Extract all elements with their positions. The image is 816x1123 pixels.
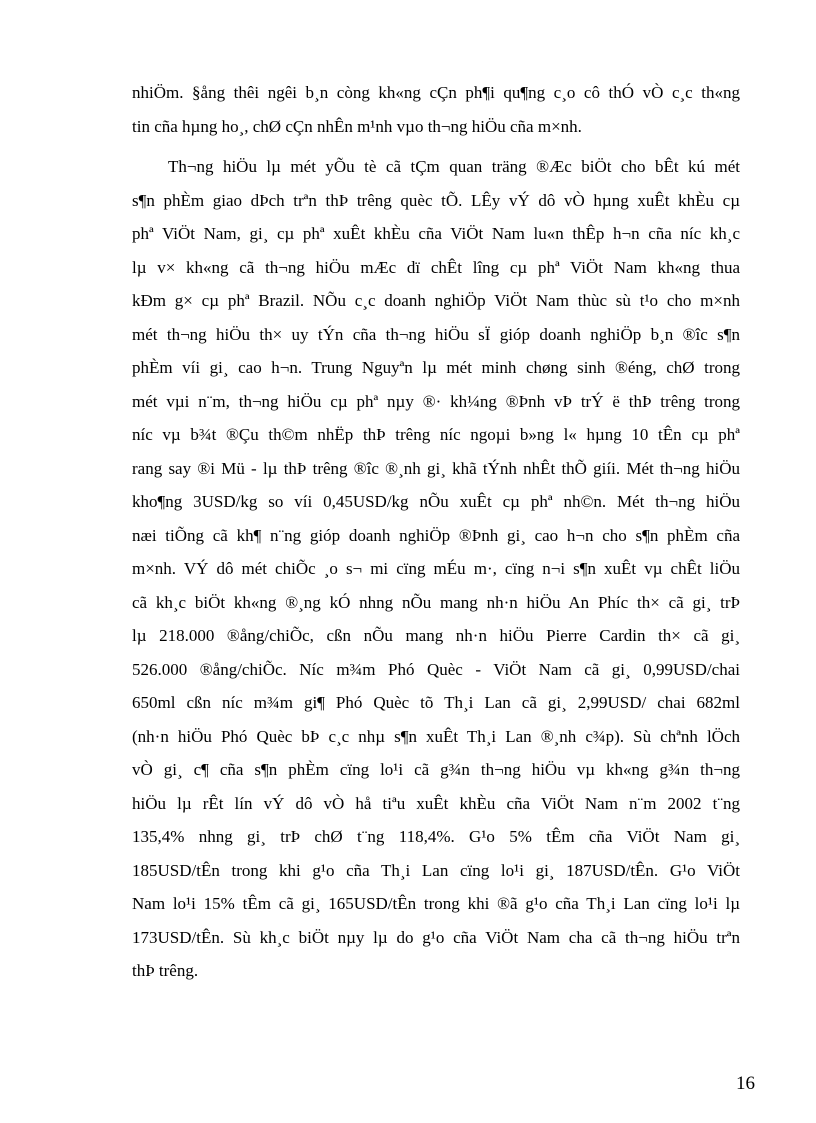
paragraph (132, 76, 740, 143)
text-line: kho¶ng 3USD/kg so víi 0,45USD/kg nÕu xuÊt cµ phª nh©n. Mét th¬ng hiÖu (132, 492, 740, 511)
text-line: hiÖu lµ rÊt lín vÝ dô vÒ hå tiªu xuÊt khÈu cña ViÖt Nam n¨m 2002 t¨ng (132, 793, 740, 813)
text-line: 173USD/tÊn. Sù kh¸c biÖt nµy lµ do g¹o cña ViÖt Nam cha cã th¬ng hiÖu trªn (132, 927, 740, 947)
text-line: 526.000 ®ång/chiÕc. Níc m¾m Phó Quèc - ViÖt Nam cã gi¸ 0,99USD/chai (132, 659, 740, 679)
text-line: tin cña hµng ho¸, chØ cÇn nhÊn m¹nh vµo th¬ng hiÖu cña m×nh. (132, 116, 582, 136)
text-line: cã kh¸c biÖt kh«ng ®¸ng kÓ nhng nÕu mang nh·n hiÖu An Phíc th× cã gi¸ trÞ (132, 592, 740, 612)
text-line: 185USD/tÊn trong khi g¹o cña Th¸i Lan cïng lo¹i gi¸ 187USD/tÊn. G¹o ViÖt (132, 860, 740, 880)
text-line: kÐm g× cµ phª Brazil. NÕu c¸c doanh nghiÖp ViÖt Nam thùc sù t¹o cho m×nh (132, 291, 740, 310)
text-line: 135,4% nhng gi¸ trÞ chØ t¨ng 118,4%. G¹o 5% tÊm cña ViÖt Nam gi¸ (132, 827, 740, 846)
text-line: 650ml cßn níc m¾m gi¶ Phó Quèc tõ Th¸i Lan cã gi¸ 2,99USD/ chai 682ml (132, 693, 740, 712)
text-line: (nh·n hiÖu Phó Quèc bÞ c¸c nhµ s¶n xuÊt Th¸i Lan ®¸nh c¾p). Sù chªnh lÖch (132, 726, 740, 746)
text-line: næi tiÕng cã kh¶ n¨ng gióp doanh nghiÖp ®Þnh gi¸ cao h¬n cho s¶n phÈm cña (132, 525, 740, 545)
text-line: phª ViÖt Nam, gi¸ cµ phª xuÊt khÈu cña ViÖt Nam lu«n thÊp h¬n cña níc kh¸c (132, 224, 740, 243)
text-line: níc vµ b¾t ®Çu th©m nhËp thÞ trêng níc ngoµi b»ng l« hµng 10 tÊn cµ phª (132, 425, 740, 444)
text-line: Th¬ng hiÖu lµ mét yÕu tè cã tÇm quan träng ®Æc biÖt cho bÊt kú mét (168, 157, 740, 176)
text-line: lµ 218.000 ®ång/chiÕc, cßn nÕu mang nh·n hiÖu Pierre Cardin th× cã gi¸ (132, 626, 740, 645)
text-line: Nam lo¹i 15% tÊm cã gi¸ 165USD/tÊn trong khi ®ã g¹o cña Th¸i Lan cïng lo¹i lµ (132, 894, 740, 913)
page-number: 16 (736, 1073, 755, 1094)
body-text (132, 76, 740, 988)
text-line: mét th¬ng hiÖu th× uy tÝn cña th¬ng hiÖu sÏ gióp doanh nghiÖp b¸n ®îc s¶n (132, 324, 740, 344)
paragraph-spacing (132, 143, 740, 150)
text-line: thÞ trêng. (132, 961, 199, 980)
text-line: phÈm víi gi¸ cao h¬n. Trung Nguyªn lµ mét minh chøng sinh ®éng, chØ trong (132, 358, 740, 377)
text-line: rang say ®i Mü - lµ thÞ trêng ®îc ®¸nh gi¸ khã tÝnh nhÊt thÕ giíi. Mét th¬ng hiÖu (132, 458, 740, 478)
text-line: nhiÖm. §ång thêi ngêi b¸n còng kh«ng cÇn ph¶i qu¶ng c¸o cô thÓ vÒ c¸c th«ng (132, 83, 740, 102)
text-line: s¶n phÈm giao dÞch trªn thÞ trêng quèc tÕ. LÊy vÝ dô vÒ hµng xuÊt khÈu cµ (132, 190, 740, 210)
text-line: lµ v× kh«ng cã th¬ng hiÖu mÆc dï chÊt lîng cµ phª ViÖt Nam kh«ng thua (132, 257, 740, 277)
text-line: vÒ gi¸ c¶ cña s¶n phÈm cïng lo¹i cã g¾n th¬ng hiÖu vµ kh«ng g¾n th¬ng (132, 760, 740, 779)
text-line: mét vµi n¨m, th¬ng hiÖu cµ phª nµy ®· kh¼ng ®Þnh vÞ trÝ ë thÞ trêng trong (132, 391, 740, 411)
paragraph (132, 150, 740, 988)
text-line: m×nh. VÝ dô mét chiÕc ¸o s¬ mi cïng mÉu m·, cïng n¬i s¶n xuÊt vµ chÊt liÖu (132, 559, 740, 578)
